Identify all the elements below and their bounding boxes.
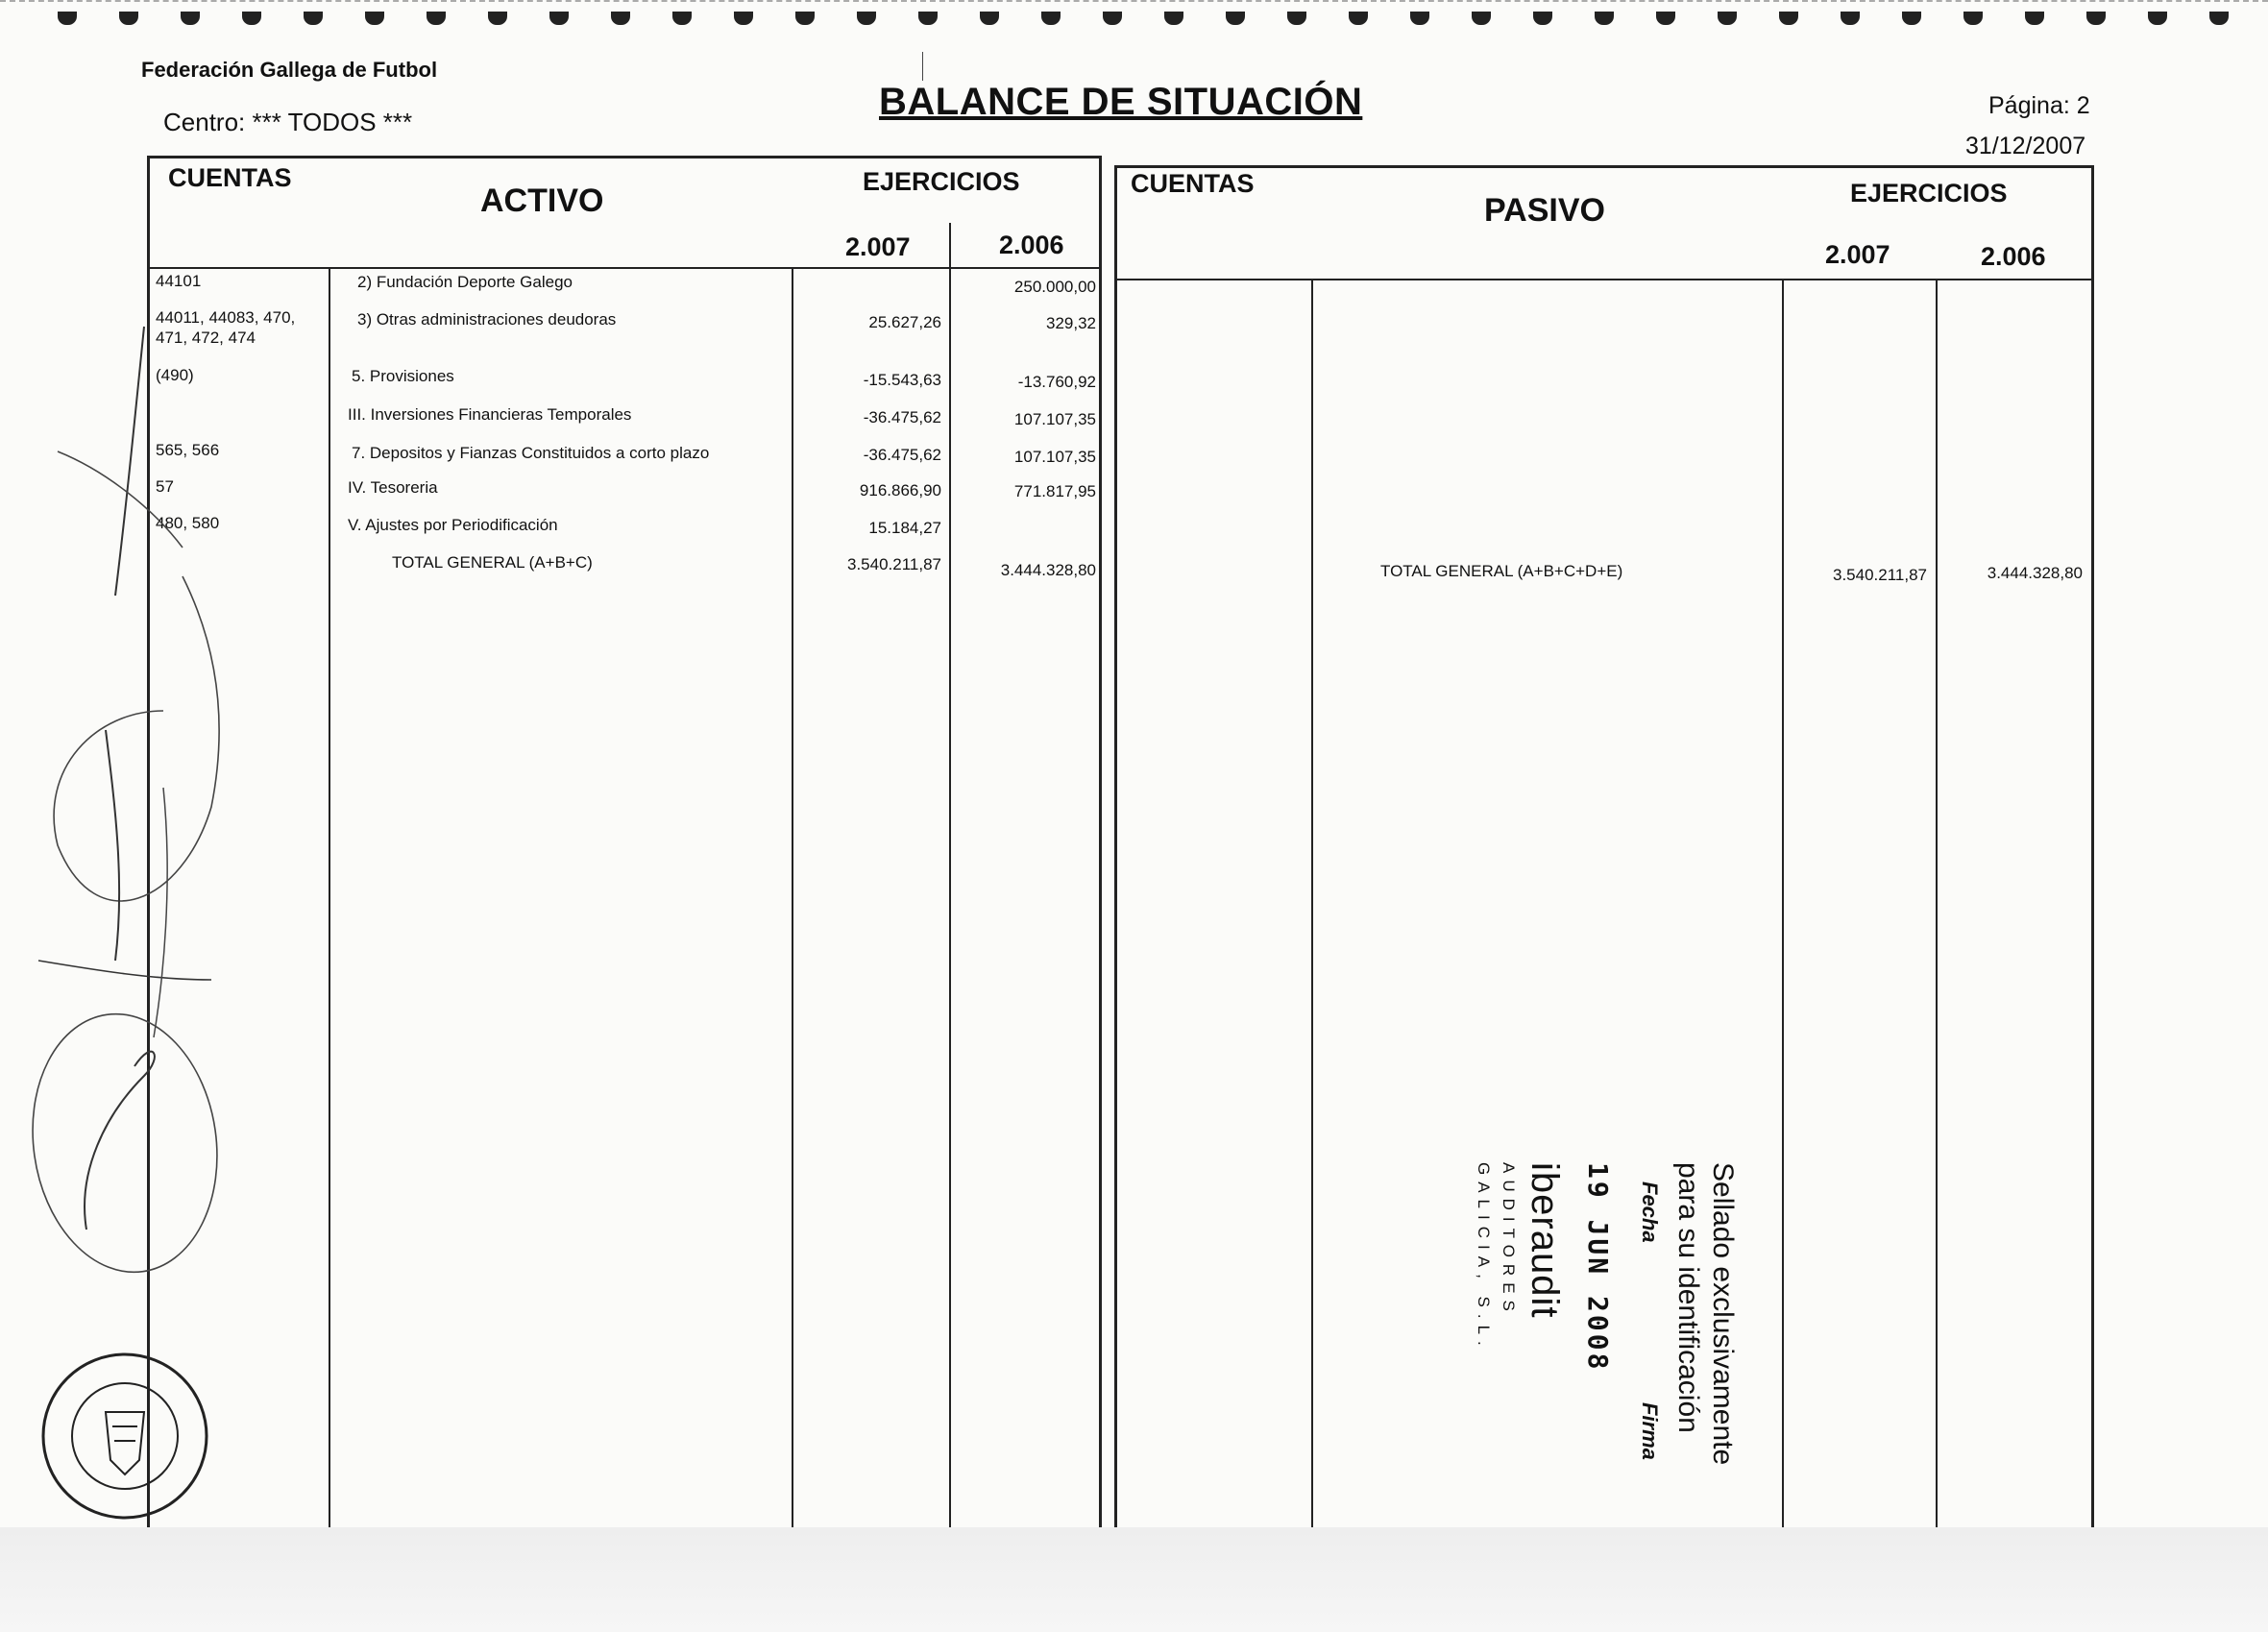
row-2007: -15.543,63 — [863, 371, 941, 389]
row-2006: 107.107,35 — [1013, 448, 1096, 466]
stamp-fecha-label: Fecha — [1638, 1181, 1662, 1243]
activo-year-2007: 2.007 — [845, 232, 911, 261]
binding-hole — [2148, 12, 2167, 25]
binding-hole — [1718, 12, 1737, 25]
title-mark — [922, 52, 923, 81]
binding-hole — [980, 12, 999, 25]
activo-total-2007: 3.540.211,87 — [847, 555, 941, 573]
pasivo-total-label: TOTAL GENERAL (A+B+C+D+E) — [1380, 562, 1623, 580]
row-2007: 25.627,26 — [868, 313, 941, 331]
binding-hole — [1226, 12, 1245, 25]
row-2007: -36.475,62 — [863, 408, 941, 426]
binding-hole — [1779, 12, 1798, 25]
pasivo-year-2006: 2.006 — [1981, 242, 2046, 271]
pasivo-cuentas-header: CUENTAS — [1131, 169, 1255, 198]
page-number: Página: 2 — [1988, 92, 2090, 119]
row-2006: 329,32 — [1046, 314, 1096, 332]
pasivo-col-divider-1 — [1311, 279, 1313, 1562]
activo-heading: ACTIVO — [480, 183, 604, 219]
binding-hole — [857, 12, 876, 25]
report-date: 31/12/2007 — [1965, 133, 2086, 159]
binding-hole — [1533, 12, 1552, 25]
pasivo-col-divider-3 — [1936, 279, 1938, 1562]
stamp-firma-label: Firma — [1638, 1402, 1662, 1460]
binding-holes — [0, 0, 2268, 38]
activo-cuentas-header: CUENTAS — [168, 163, 292, 192]
binding-hole — [181, 12, 200, 25]
handwritten-signature — [19, 307, 307, 1364]
binding-hole — [1164, 12, 1183, 25]
stamp-line-1: Sellado exclusivamente — [1707, 1162, 1739, 1466]
pasivo-ejercicios-header: EJERCICIOS — [1850, 179, 2008, 207]
binding-hole — [734, 12, 753, 25]
binding-hole — [119, 12, 138, 25]
row-concepto: 2) Fundación Deporte Galego — [357, 273, 573, 291]
page-title: BALANCE DE SITUACIÓN — [879, 81, 1363, 123]
binding-hole — [1963, 12, 1983, 25]
pasivo-total-2006: 3.444.328,80 — [1987, 564, 2083, 582]
binding-hole — [1349, 12, 1368, 25]
row-cuentas: 57 — [156, 477, 174, 496]
binding-hole — [1103, 12, 1122, 25]
row-cuentas: 480, 580 — [156, 514, 220, 532]
row-concepto: IV. Tesoreria — [348, 478, 438, 497]
row-cuentas: 565, 566 — [156, 441, 220, 459]
binding-hole — [1287, 12, 1306, 25]
activo-total-label: TOTAL GENERAL (A+B+C) — [392, 553, 593, 572]
row-2006: 771.817,95 — [1013, 482, 1096, 500]
pasivo-total-2007: 3.540.211,87 — [1833, 566, 1927, 584]
binding-hole — [58, 12, 77, 25]
row-cuentas: (490) — [156, 366, 194, 384]
binding-hole — [365, 12, 384, 25]
row-concepto: 5. Provisiones — [352, 367, 454, 385]
activo-total-2006: 3.444.328,80 — [1000, 561, 1096, 579]
activo-col-divider-2 — [792, 267, 793, 1562]
binding-hole — [2086, 12, 2106, 25]
row-cuentas: 44101 — [156, 272, 202, 290]
activo-col-divider-3 — [949, 223, 951, 1562]
page-bottom-edge — [0, 1527, 2268, 1632]
binding-hole — [795, 12, 815, 25]
row-concepto: 3) Otras administraciones deudoras — [357, 310, 617, 329]
stamp-line-2: para su identificación — [1672, 1162, 1704, 1433]
binding-hole — [1902, 12, 1921, 25]
binding-hole — [242, 12, 261, 25]
binding-hole — [1595, 12, 1614, 25]
binding-hole — [1410, 12, 1429, 25]
stamp-sub-1: AUDITORES — [1500, 1162, 1518, 1318]
binding-hole — [2025, 12, 2044, 25]
row-concepto: 7. Depositos y Fianzas Constituidos a corto plazo — [352, 444, 710, 462]
organization-name: Federación Gallega de Futbol — [141, 58, 438, 82]
binding-hole — [1472, 12, 1491, 25]
federation-seal — [34, 1345, 216, 1527]
binding-hole — [1841, 12, 1860, 25]
centro-label: Centro: *** TODOS *** — [163, 108, 413, 136]
audit-stamp — [1422, 1162, 1739, 1479]
stamp-date: 19 JUN 2008 — [1582, 1162, 1614, 1373]
row-cuentas: 44011, 44083, 470, 471, 472, 474 — [156, 308, 296, 347]
row-concepto: III. Inversiones Financieras Temporales — [348, 405, 632, 424]
binding-hole — [488, 12, 507, 25]
pasivo-header-divider — [1114, 279, 2094, 280]
stamp-sub-2: GALICIA, S.L. — [1475, 1162, 1493, 1352]
row-2007: 916.866,90 — [859, 481, 941, 499]
pasivo-col-divider-2 — [1782, 279, 1784, 1562]
binding-hole — [672, 12, 692, 25]
binding-hole — [1656, 12, 1675, 25]
row-2007: 15.184,27 — [868, 519, 941, 537]
pasivo-year-2007: 2.007 — [1825, 240, 1890, 269]
activo-col-divider-1 — [329, 267, 330, 1562]
pasivo-heading: PASIVO — [1484, 192, 1605, 229]
row-concepto: V. Ajustes por Periodificación — [348, 516, 558, 534]
binding-hole — [611, 12, 630, 25]
row-2007: -36.475,62 — [863, 446, 941, 464]
audit-stamp-content — [1422, 1162, 1739, 1508]
binding-hole — [1041, 12, 1061, 25]
row-2006: 107.107,35 — [1013, 410, 1096, 428]
row-2006: -13.760,92 — [1017, 373, 1096, 391]
stamp-brand: iberaudit — [1524, 1162, 1566, 1319]
binding-hole — [918, 12, 938, 25]
activo-header-divider — [147, 267, 1102, 269]
activo-ejercicios-header: EJERCICIOS — [863, 167, 1020, 196]
activo-year-2006: 2.006 — [999, 231, 1064, 259]
binding-hole — [427, 12, 446, 25]
binding-hole — [2209, 12, 2229, 25]
row-2006: 250.000,00 — [1013, 278, 1096, 296]
binding-hole — [304, 12, 323, 25]
binding-hole — [549, 12, 569, 25]
